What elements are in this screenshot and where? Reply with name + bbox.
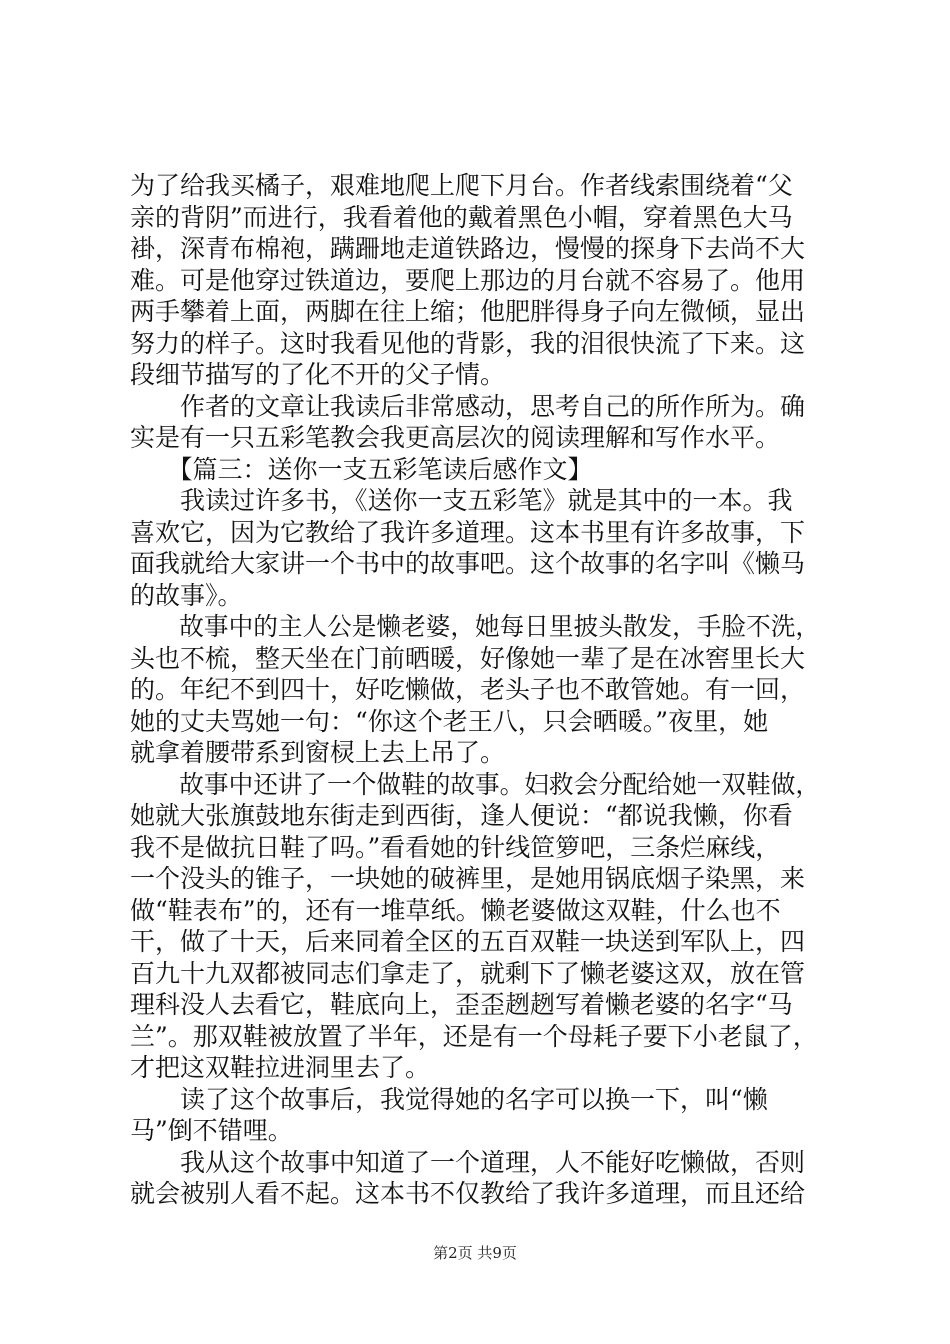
text-line: 段细节描写的了化不开的父子情。: [130, 360, 506, 389]
text-line: 故事中的主人公是懒老婆，她每日里披头散发，手脸不洗，: [130, 612, 821, 641]
text-line: 故事中还讲了一个做鞋的故事。妇救会分配给她一双鞋做，: [130, 769, 821, 799]
text-line: 褂，深青布棉袍，蹒跚地走道铁路边，慢慢的探身下去尚不大: [130, 234, 806, 263]
text-line: 我从这个故事中知道了一个道理，人不能好吃懒做，否则: [130, 1147, 806, 1177]
text-line: 马”倒不错哩。: [130, 1116, 293, 1145]
text-line: 两手攀着上面，两脚在往上缩；他肥胖得身子向左微倾，显出: [130, 297, 806, 326]
text-line: 亲的背阴”而进行，我看着他的戴着黑色小帽，穿着黑色大马: [130, 202, 793, 232]
text-line: 的故事》。: [130, 580, 243, 610]
text-line: 做“鞋表布”的，还有一堆草纸。懒老婆做这双鞋，什么也不: [130, 895, 781, 925]
text-line: 为了给我买橘子，艰难地爬上爬下月台。作者线索围绕着“父: [130, 171, 793, 200]
text-line: 难。可是他穿过铁道边，要爬上那边的月台就不容易了。他用: [130, 265, 806, 295]
text-line: 理科没人去看它，鞋底向上，歪歪趔趔写着懒老婆的名字“马: [130, 990, 793, 1019]
text-line: 喜欢它，因为它教给了我许多道理。这本书里有许多故事，下: [130, 517, 806, 547]
text-line: 【篇三：送你一支五彩笔读后感作文】: [130, 454, 593, 484]
text-line: 作者的文章让我读后非常感动，思考自己的所作所为。确: [130, 391, 806, 421]
text-line: 就拿着腰带系到窗棂上去上吊了。: [130, 738, 506, 767]
text-line: 兰”。那双鞋被放置了半年，还是有一个母耗子要下小老鼠了，: [130, 1021, 818, 1051]
text-line: 努力的样子。这时我看见他的背影，我的泪很快流了下来。这: [130, 328, 806, 358]
text-line: 才把这双鞋拉进洞里去了。: [130, 1053, 431, 1082]
text-line: 头也不梳，整天坐在门前晒暖，好像她一辈了是在冰窖里长大: [130, 643, 806, 673]
body-text: [130, 170, 820, 1210]
text-line: 我不是做抗日鞋了吗。”看看她的针线笸箩吧，三条烂麻线，: [130, 832, 781, 862]
page-number-footer: 第2页 共9页: [433, 1244, 517, 1262]
text-line: 实是有一只五彩笔教会我更高层次的阅读理解和写作水平。: [130, 423, 781, 452]
text-line: 就会被别人看不起。这本书不仅教给了我许多道理，而且还给: [130, 1179, 806, 1208]
text-line: 的。年纪不到四十，好吃懒做，老头子也不敢管她。有一回，: [130, 675, 806, 704]
text-line: 她的丈夫骂她一句：“你这个老王八，只会晒暖。”夜里，她: [130, 706, 769, 736]
text-line: 面我就给大家讲一个书中的故事吧。这个故事的名字叫《懒马: [130, 549, 806, 578]
text-line: 她就大张旗鼓地东街走到西街，逢人便说：“都说我懒，你看: [130, 801, 793, 830]
text-line: 一个没头的锥子，一块她的破裤里，是她用锅底烟子染黑，来: [130, 864, 806, 893]
text-line: 干，做了十天，后来同着全区的五百双鞋一块送到军队上，四: [130, 927, 806, 956]
text-line: 百九十九双都被同志们拿走了，就剩下了懒老婆这双，放在管: [130, 958, 806, 988]
text-line: 我读过许多书，《送你一支五彩笔》就是其中的一本。我: [130, 486, 793, 515]
text-line: 读了这个故事后，我觉得她的名字可以换一下，叫“懒: [130, 1084, 768, 1114]
